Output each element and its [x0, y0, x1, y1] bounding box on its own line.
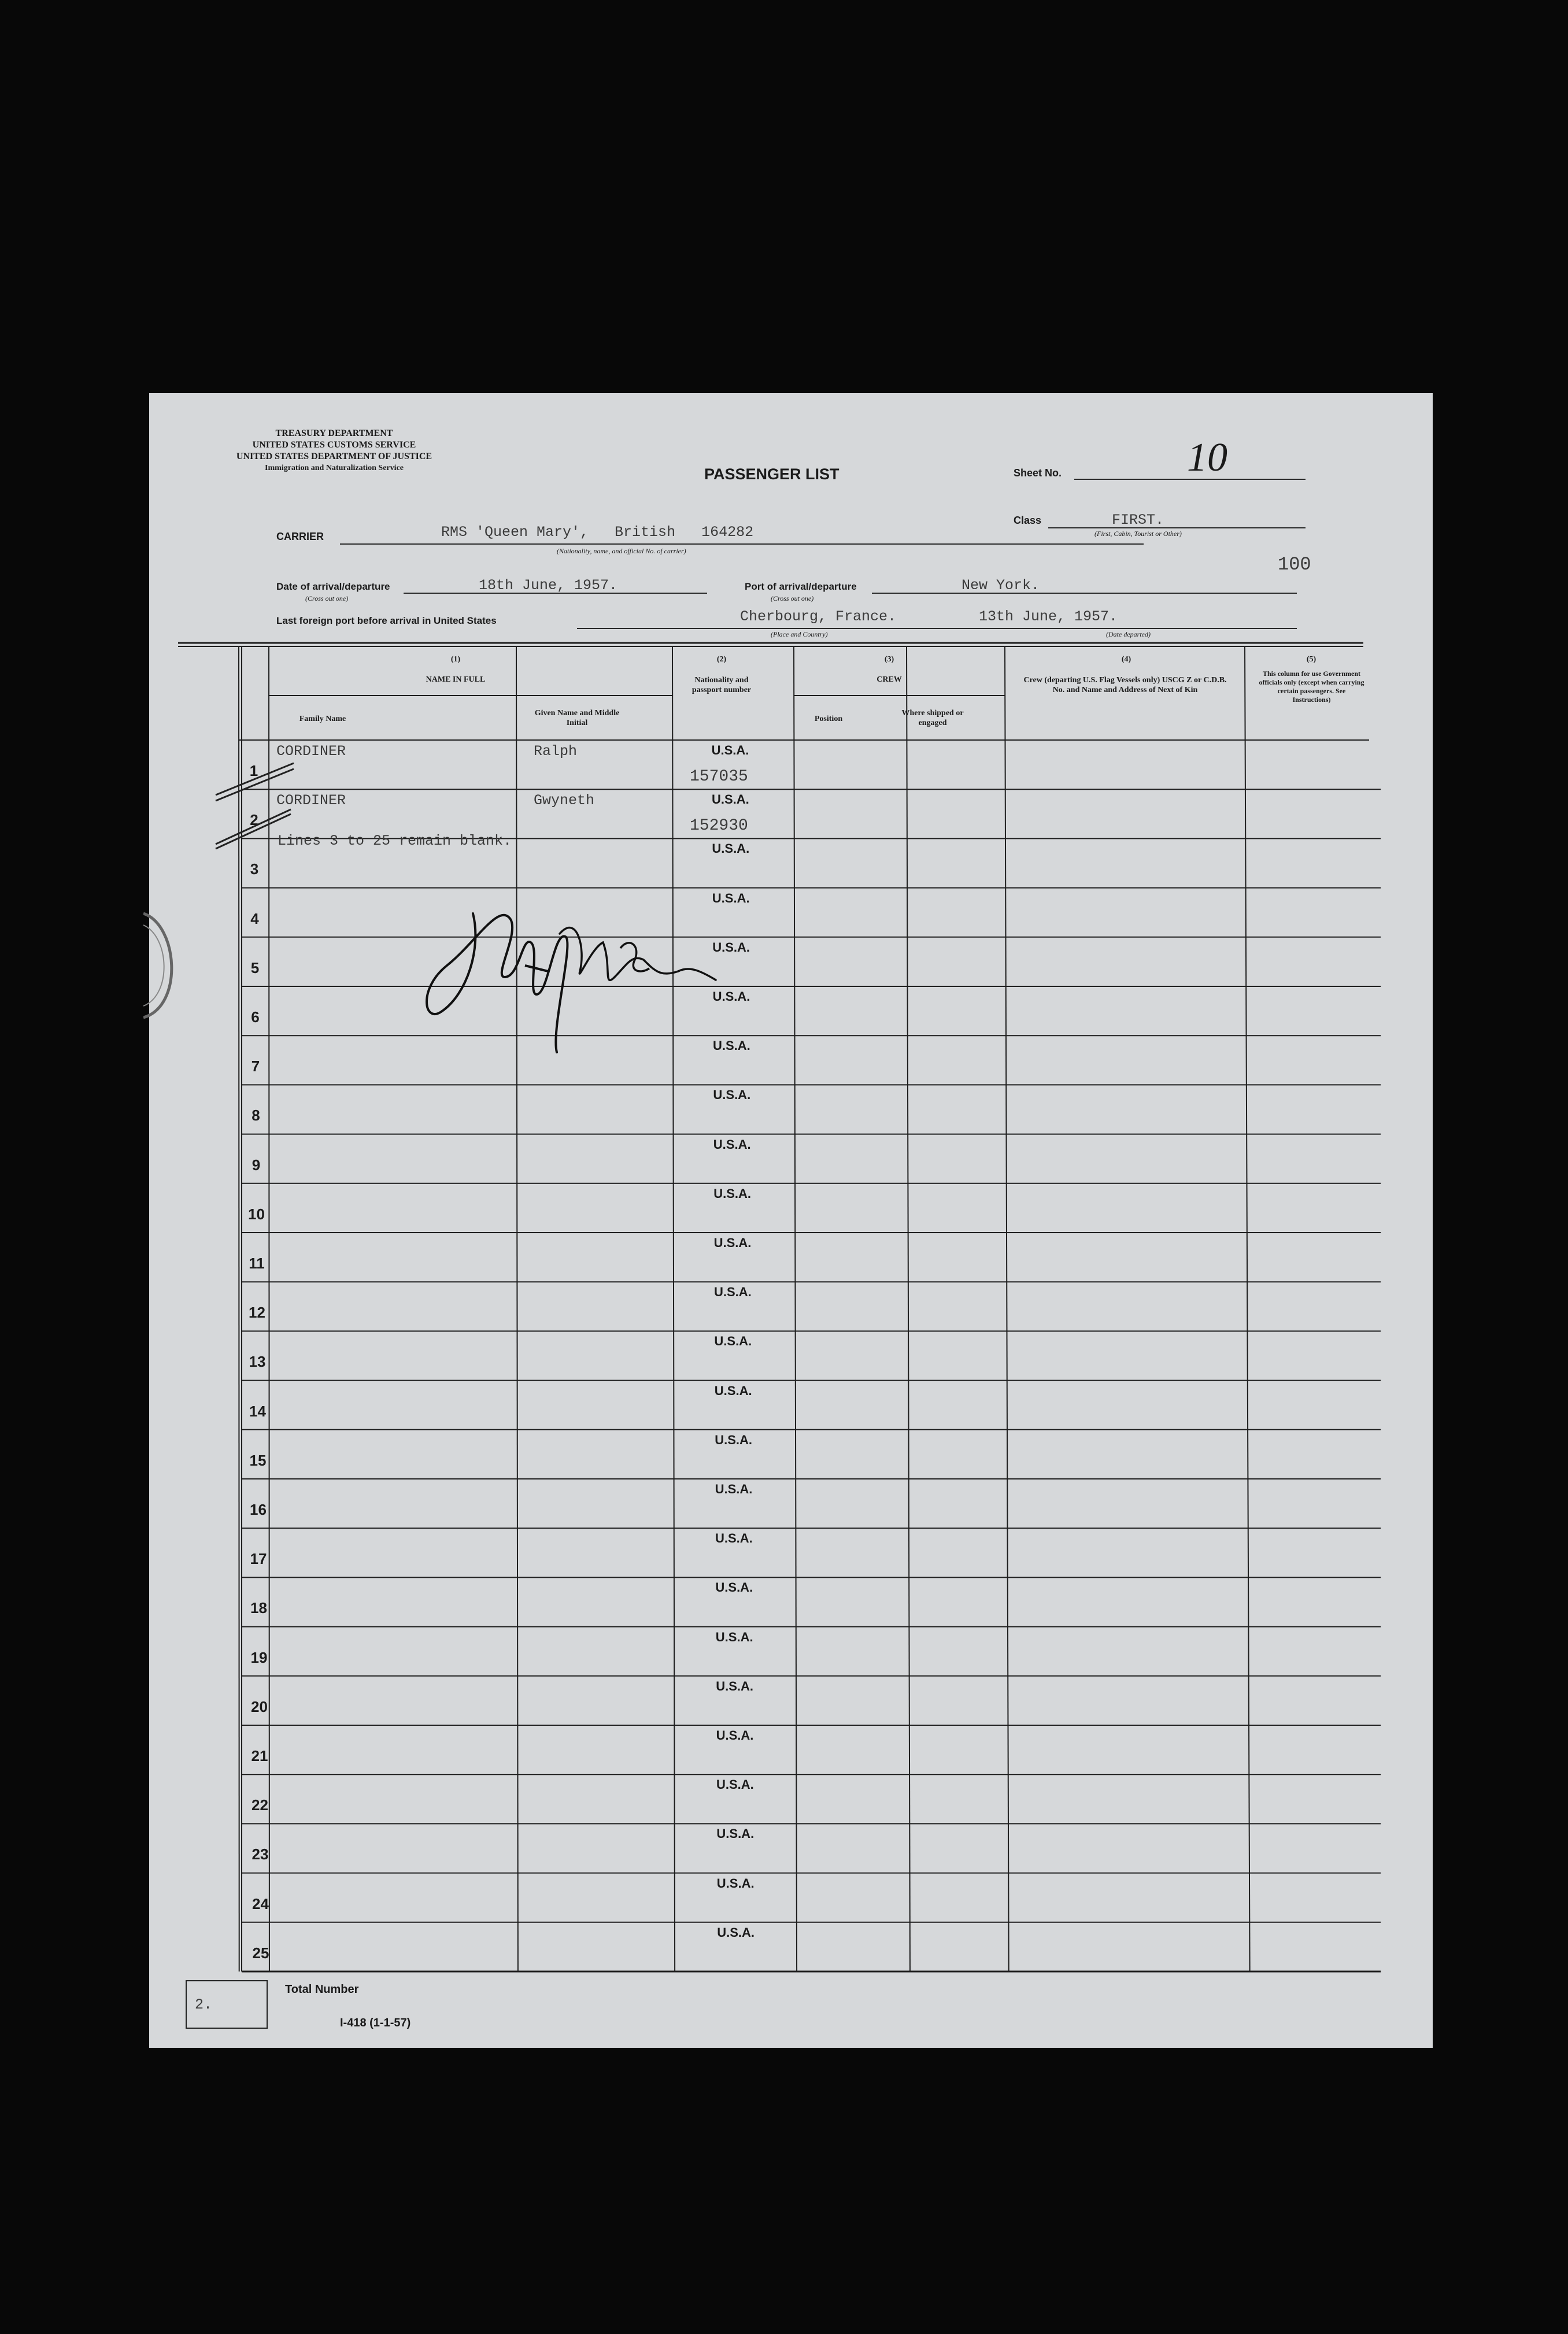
- nationality-value: U.S.A.: [714, 1334, 752, 1349]
- row-number: 16: [250, 1501, 267, 1518]
- row-number: 23: [252, 1845, 269, 1863]
- row-number: 6: [251, 1008, 260, 1026]
- grid-line: [794, 646, 797, 1971]
- nationality-value: U.S.A.: [712, 939, 750, 955]
- nationality-value: U.S.A.: [716, 1826, 755, 1841]
- nationality-value: U.S.A.: [717, 1925, 755, 1940]
- grid-line: [1005, 646, 1009, 1971]
- nationality-value: U.S.A.: [713, 1186, 751, 1201]
- nationality-value: U.S.A.: [712, 841, 750, 856]
- passport-number-value: 157035: [690, 768, 748, 786]
- shipped-header: Where shipped or engaged: [901, 709, 964, 727]
- strike-mark-icon: [213, 752, 299, 856]
- row-number: 7: [251, 1057, 260, 1075]
- row-number: 17: [250, 1550, 267, 1568]
- nationality-value: U.S.A.: [714, 1383, 752, 1398]
- row-number: 1: [249, 762, 258, 779]
- passenger-list-form: TREASURY DEPARTMENT UNITED STATES CUSTOMS SERVICE UNITED STATES DEPARTMENT OF JUSTICE Immigration and Naturalization Service PASSENGER LIST Sheet No. 10 Class FIRST. (First, Cabin, Tourist or Other) 100 CARRIER RMS 'Queen Mary', British 164282 (Nationality, name, and official No. of carrier) Date of arrival/departure (Cross out one) 18th June, 1957. Port of arrival/departure (Cross out one) New York. Last foreign port before arrival in United States Cherbourg, France. (Place and Country) 13th June, 1957. (Date departed) (1) NAME IN FULL Family Name Given Name and Middle Initial (2) Nationality and passport number (3) CREW Position Where shipped or engaged (4) Crew (departing U.S. Flag Vessels only) USCG Z or C.D.B. No. and Name and Address of Next of Kin (5) This column for use Government officials only (except when carrying certain passengers. See Instructions) 1 U.S.A. CORDINER Ralph 157035 2 U.S.A. CORDINER Gwyneth 152930 3 U.S.A. Lines 3 to 25 remain blank. 4 U.S.A. 5 U.S.A. 6 U.S.A. 7 U.S.A. 8 U.S.A. 9 U.S.A. 10 U.S.A. 11 U.S.A. 12 U.S.A. 13 U.S.A. 14 U.S.A. 15 U.S.A. 16 U.S.A. 17 U.S.A. 18 U.S.A. 19 U.S.A. 20 U.S.A. 21 U.S.A. 22 U.S.A. 23 U.S.A. 24 U.S.A. 25 U.S.A. 2. Total Number I-418 (1-1-57): [149, 393, 1433, 2048]
- nationality-value: U.S.A.: [711, 792, 749, 807]
- foreign-port-label: Last foreign port before arrival in United States: [276, 615, 497, 626]
- nationality-value: U.S.A.: [713, 1236, 752, 1250]
- nationality-value: U.S.A.: [715, 1580, 753, 1595]
- nationality-value: U.S.A.: [712, 1038, 750, 1053]
- grid-line: [907, 646, 910, 1971]
- row-number: 5: [250, 959, 260, 976]
- next-of-kin-header: Crew (departing U.S. Flag Vessels only) USCG Z or C.D.B. No. and Name and Address of Next of Kin: [1023, 676, 1227, 694]
- row-number: 3: [250, 860, 259, 878]
- passport-number-value: 152930: [690, 817, 748, 835]
- carrier-label: CARRIER: [276, 531, 324, 542]
- row-number: 8: [252, 1107, 260, 1125]
- departed-value: 13th June, 1957.: [979, 608, 1118, 625]
- page-title: PASSENGER LIST: [704, 465, 840, 483]
- sheet-number: 10: [1187, 435, 1227, 480]
- row-number: 9: [252, 1156, 261, 1174]
- position-header: Position: [814, 715, 843, 723]
- foreign-port-value: Cherbourg, France.: [740, 608, 897, 625]
- grid-line: [516, 646, 518, 1971]
- port-label: Port of arrival/departure: [745, 581, 857, 592]
- crew-header: CREW: [877, 675, 902, 684]
- date-value: 18th June, 1957.: [479, 577, 618, 594]
- nationality-value: U.S.A.: [715, 1629, 753, 1644]
- row-number: 15: [249, 1451, 267, 1469]
- given-name-value: Gwyneth: [534, 792, 595, 809]
- given-name-value: Ralph: [534, 743, 578, 760]
- total-number-label: Total Number: [285, 1983, 359, 1996]
- nationality-value: U.S.A.: [716, 1728, 754, 1743]
- nationality-value: U.S.A.: [713, 1285, 752, 1300]
- department-header: TREASURY DEPARTMENT UNITED STATES CUSTOMS SERVICE UNITED STATES DEPARTMENT OF JUSTICE Immigration and Naturalization Service: [236, 428, 432, 472]
- nationality-value: U.S.A.: [716, 1678, 753, 1693]
- row-number: 25: [252, 1944, 269, 1962]
- nationality-value: U.S.A.: [715, 1482, 753, 1496]
- given-name-header: Given Name and Middle Initial: [534, 709, 620, 727]
- page-code: 100: [1278, 554, 1311, 575]
- row-number: 14: [249, 1402, 266, 1420]
- carrier-value: RMS 'Queen Mary', British 164282: [441, 524, 754, 541]
- family-name-value: CORDINER: [276, 792, 346, 809]
- class-value: FIRST.: [1112, 512, 1164, 528]
- nationality-value: U.S.A.: [713, 1137, 751, 1152]
- table-grid: [149, 393, 1433, 2048]
- row-number: 11: [249, 1255, 265, 1272]
- seal-stamp-icon: [143, 902, 178, 1029]
- official-use-header: This column for use Government officials only (except when carrying certain passengers. See Instructions): [1259, 670, 1364, 704]
- row-number: 24: [252, 1895, 269, 1913]
- total-number-value: 2.: [195, 1996, 213, 2013]
- total-number-box: [186, 1980, 268, 2029]
- row-number: 4: [250, 909, 259, 927]
- name-in-full-header: NAME IN FULL: [426, 675, 486, 684]
- row-number: 18: [250, 1599, 267, 1617]
- row-number: 10: [248, 1205, 265, 1223]
- nationality-value: U.S.A.: [713, 1088, 751, 1103]
- date-label: Date of arrival/departure: [276, 581, 390, 592]
- row-number: 19: [250, 1648, 268, 1666]
- form-code: I-418 (1-1-57): [340, 2017, 411, 2029]
- family-name-header: Family Name: [299, 715, 346, 723]
- family-name-value: CORDINER: [276, 743, 346, 760]
- nationality-value: U.S.A.: [715, 1531, 753, 1546]
- row-number: 20: [251, 1697, 268, 1715]
- row-number: 22: [252, 1796, 268, 1814]
- grid-line: [1245, 646, 1250, 1971]
- nationality-value: U.S.A.: [711, 743, 749, 757]
- blank-lines-note: Lines 3 to 25 remain blank.: [278, 833, 512, 850]
- class-label: Class: [1014, 515, 1042, 526]
- nationality-header: Nationality and passport number: [691, 676, 752, 694]
- nationality-value: U.S.A.: [712, 989, 750, 1004]
- sheet-label: Sheet No.: [1014, 467, 1062, 479]
- nationality-value: U.S.A.: [716, 1777, 754, 1792]
- nationality-value: U.S.A.: [716, 1876, 755, 1891]
- row-number: 2: [250, 811, 258, 829]
- nationality-value: U.S.A.: [712, 890, 750, 905]
- row-number: 12: [249, 1304, 265, 1322]
- nationality-value: U.S.A.: [715, 1432, 752, 1447]
- port-value: New York.: [961, 577, 1040, 594]
- signature-icon: [412, 879, 863, 1064]
- row-number: 21: [251, 1747, 268, 1765]
- row-number: 13: [249, 1353, 266, 1371]
